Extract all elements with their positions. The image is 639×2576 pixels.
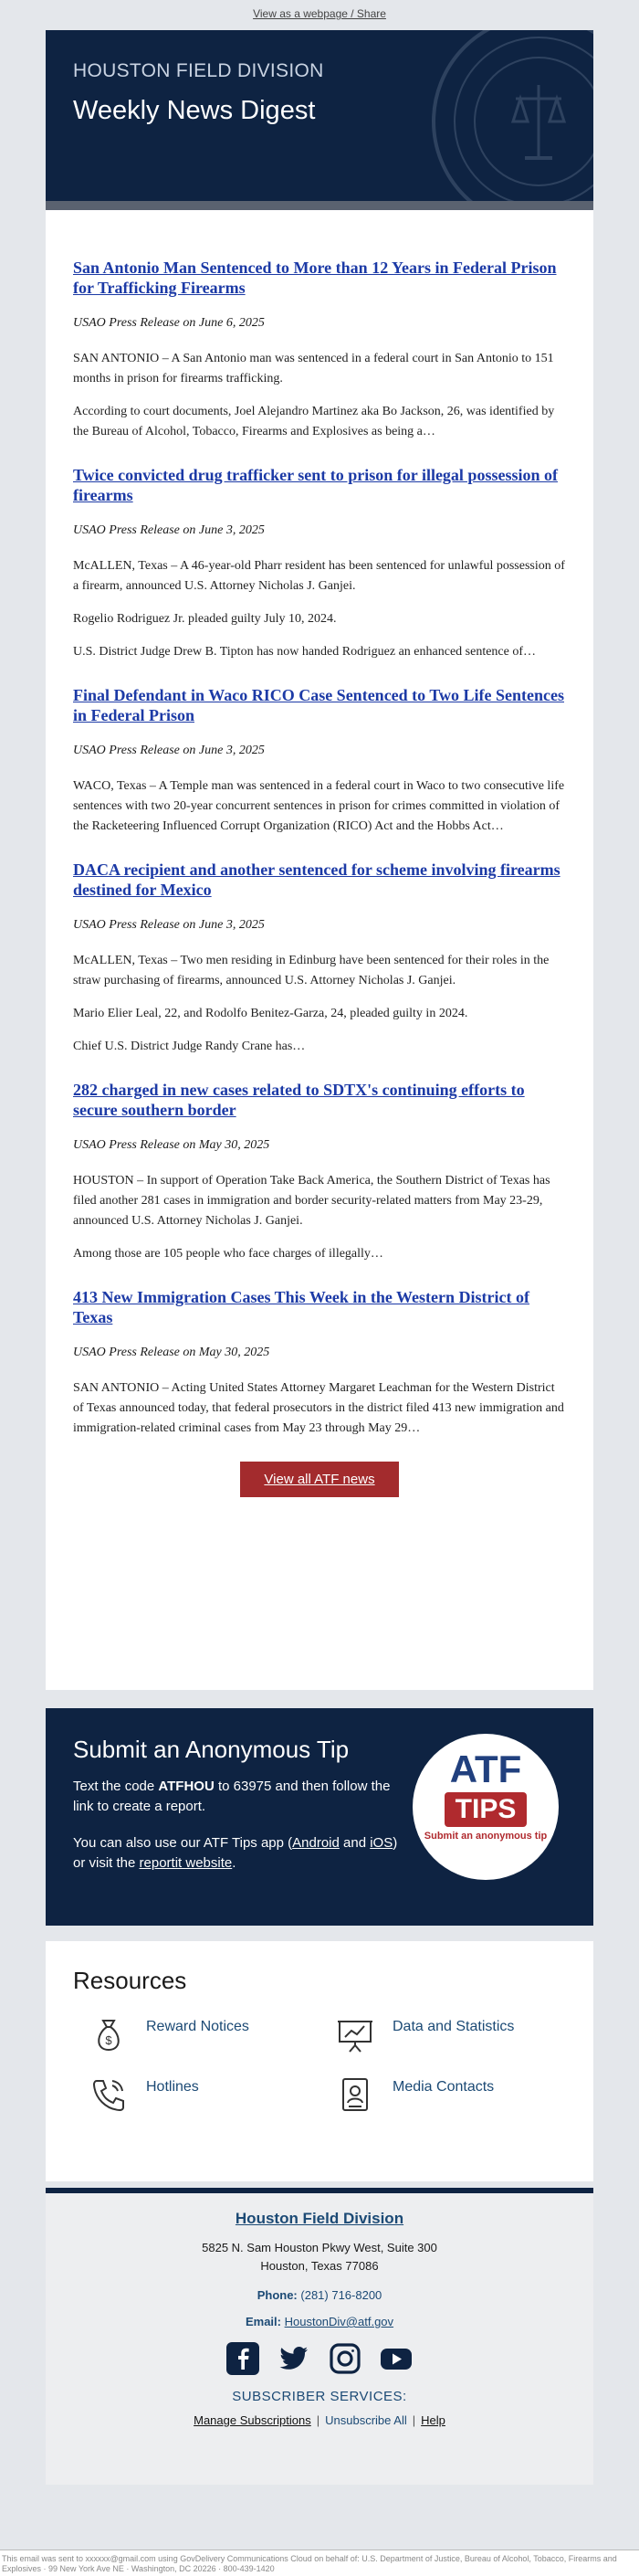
article-source: USAO Press Release on June 3, 2025: [73, 744, 265, 757]
article-paragraph: Rogelio Rodriguez Jr. pleaded guilty July 10, 2024.: [73, 612, 337, 626]
tip-text-prefix: Text the code: [73, 1779, 159, 1794]
tip-app-prefix: You can also use our ATF Tips app (: [73, 1835, 293, 1851]
social-links: [46, 2341, 593, 2376]
news-section: [46, 210, 593, 1690]
article-title: [73, 685, 566, 725]
division-name: HOUSTON FIELD DIVISION: [73, 60, 324, 81]
article: [73, 1080, 566, 1264]
footer-email: [46, 2315, 593, 2328]
article-source: USAO Press Release on May 30, 2025: [73, 1138, 270, 1152]
phone-label: Phone:: [257, 2288, 298, 2302]
tip-code: ATFHOU: [158, 1779, 215, 1794]
help-link[interactable]: Help: [421, 2413, 445, 2427]
data-statistics-link[interactable]: Data and Statistics: [393, 2019, 515, 2034]
facebook-icon[interactable]: [225, 2341, 260, 2376]
media-contacts-link[interactable]: Media Contacts: [393, 2079, 495, 2095]
article-title: [73, 465, 566, 505]
tip-text-instructions: [73, 1777, 402, 1817]
article-title: [73, 860, 566, 900]
tip-and: and: [339, 1835, 371, 1851]
link-separator: |: [412, 2413, 416, 2427]
link-separator: |: [316, 2413, 320, 2427]
top-bar: [0, 0, 639, 27]
footer-phone: [46, 2288, 593, 2302]
phone-number: (281) 716-8200: [300, 2288, 382, 2302]
article-link[interactable]: 413 New Immigration Cases This Week in the Western District of Texas: [73, 1288, 529, 1326]
tip-text-suffix: to 63975 and then follow the link to create a report.: [73, 1779, 391, 1814]
article-link[interactable]: Final Defendant in Waco RICO Case Sentenced to Two Life Sentences in Federal Prison: [73, 686, 564, 724]
logo-subtitle: Submit an anonymous tip: [424, 1831, 548, 1842]
article: [73, 258, 566, 442]
ios-link[interactable]: iOS: [370, 1835, 393, 1851]
header-banner: [46, 30, 593, 210]
android-link[interactable]: Android: [292, 1835, 340, 1851]
article-source: USAO Press Release on June 6, 2025: [73, 316, 265, 330]
tip-title: Submit an Anonymous Tip: [73, 1736, 350, 1763]
logo-tips-text: TIPS: [445, 1792, 528, 1827]
article-link[interactable]: 282 charged in new cases related to SDTX's continuing efforts to secure southern border: [73, 1081, 525, 1119]
logo-atf-text: ATF: [449, 1747, 522, 1790]
address-line-2: Houston, Texas 77086: [260, 2259, 379, 2273]
resource-item-reward-notices[interactable]: [73, 2013, 320, 2055]
article: [73, 685, 566, 837]
footer-address: [46, 2239, 593, 2275]
article-paragraph: Among those are 105 people who face charges of illegally…: [73, 1247, 383, 1261]
article-paragraph: U.S. District Judge Drew B. Tipton has now handed Rodriguez an enhanced sentence of…: [73, 645, 537, 659]
article-source: USAO Press Release on June 3, 2025: [73, 523, 265, 537]
footer-division-link[interactable]: Houston Field Division: [235, 2210, 404, 2227]
header-divider: [46, 201, 593, 210]
tip-app-mid: ) or visit the: [73, 1835, 398, 1871]
article-paragraph: McALLEN, Texas – Two men residing in Edinburg have been sentenced for their roles in the straw purchasing of firearms, announced U.S. Attorney Nicholas J. Ganjei.: [73, 954, 550, 987]
manage-subscriptions-link[interactable]: Manage Subscriptions: [194, 2413, 311, 2427]
article-paragraph: McALLEN, Texas – A 46-year-old Pharr resident has been sentenced for unlawful possession of a firearm, announced U.S. Attorney Nicholas J. Ganjei.: [73, 559, 565, 593]
article: [73, 465, 566, 662]
unsubscribe-all-link[interactable]: Unsubscribe All: [325, 2413, 407, 2427]
article-source: USAO Press Release on June 3, 2025: [73, 918, 265, 932]
article-paragraph: SAN ANTONIO – Acting United States Attorney Margaret Leachman for the Western District of Texas announced today, that federal prosecutors in the district filed 413 new immigration and immigration-related criminal cases from May 23 through May 29…: [73, 1381, 564, 1435]
article-paragraph: SAN ANTONIO – A San Antonio man was sentenced in a federal court in San Antonio to 151 months in prison for firearms trafficking.: [73, 352, 554, 385]
twitter-icon[interactable]: [277, 2341, 311, 2376]
resource-item-data-statistics[interactable]: [320, 2013, 566, 2055]
article-paragraph: HOUSTON – In support of Operation Take Back America, the Southern District of Texas has filed another 281 cases in immigration and border security-related matters from May 23-29, announced U.S. Attorney Nicholas J. Ganjei.: [73, 1174, 550, 1228]
article-paragraph: WACO, Texas – A Temple man was sentenced in a federal court in Waco to two consecutive life sentences with two 20-year concurrent sentences in prison for crimes committed in violation of the Racketeering Influenced Corrupt Organization (RICO) Act and the Hobbs Act…: [73, 779, 565, 833]
footer: [46, 2188, 593, 2485]
svg-text:$: $: [105, 2033, 112, 2047]
presentation-chart-icon: [334, 2013, 376, 2055]
article-title: [73, 1287, 566, 1327]
article-link[interactable]: Twice convicted drug trafficker sent to prison for illegal possession of firearms: [73, 466, 558, 504]
resource-item-media-contacts[interactable]: [320, 2074, 566, 2116]
reward-notices-link[interactable]: Reward Notices: [146, 2019, 249, 2034]
instagram-icon[interactable]: [328, 2341, 362, 2376]
article-title: [73, 258, 566, 298]
anonymous-tip-section: [46, 1708, 593, 1926]
seal-watermark: [429, 30, 593, 210]
resources-grid: [73, 2013, 566, 2116]
resources-section: [46, 1941, 593, 2181]
article-link[interactable]: San Antonio Man Sentenced to More than 12 Years in Federal Prison for Trafficking Firearms: [73, 259, 557, 297]
email-link[interactable]: HoustonDiv@atf.gov: [284, 2315, 394, 2328]
legal-disclaimer: This email was sent to xxxxxx@gmail.com using GovDelivery Communications Cloud on behalf of: U.S. Department of Justice, Bureau of Alcohol, Tobacco, Firearms and Explosives · 99 New York Ave NE · Washington, DC 20226 · 800-439-1420: [0, 2550, 639, 2576]
news-button-wrap: [73, 1462, 566, 1497]
tip-app-end: .: [232, 1855, 236, 1871]
money-bag-icon: [88, 2013, 130, 2055]
article-paragraph: Chief U.S. District Judge Randy Crane has…: [73, 1040, 306, 1053]
email-label: Email:: [245, 2315, 281, 2328]
youtube-icon[interactable]: [379, 2341, 414, 2376]
article-link[interactable]: DACA recipient and another sentenced for scheme involving firearms destined for Mexico: [73, 860, 560, 899]
article-title: [73, 1080, 566, 1120]
article: [73, 1287, 566, 1439]
reportit-website-link[interactable]: reportit website: [139, 1855, 233, 1871]
address-line-1: 5825 N. Sam Houston Pkwy West, Suite 300: [202, 2241, 437, 2254]
resource-item-hotlines[interactable]: [73, 2074, 320, 2116]
subscription-links: [46, 2413, 593, 2427]
atf-tips-logo[interactable]: [413, 1734, 559, 1880]
article-source: USAO Press Release on May 30, 2025: [73, 1346, 270, 1359]
phone-icon: [88, 2074, 130, 2116]
article: [73, 860, 566, 1057]
resources-title: Resources: [73, 1967, 187, 1994]
subscriber-services-label: SUBSCRIBER SERVICES:: [232, 2389, 407, 2404]
article-paragraph: According to court documents, Joel Alejandro Martinez aka Bo Jackson, 26, was identified by the Bureau of Alcohol, Tobacco, Firearms and Explosives as being a…: [73, 405, 555, 438]
newsletter-title: Weekly News Digest: [73, 96, 316, 125]
view-as-webpage-link[interactable]: View as a webpage / Share: [253, 7, 386, 20]
contact-card-icon: [334, 2074, 376, 2116]
article-paragraph: Mario Elier Leal, 22, and Rodolfo Benitez-Garza, 24, pleaded guilty in 2024.: [73, 1007, 468, 1020]
tip-app-instructions: [73, 1833, 402, 1874]
hotlines-link[interactable]: Hotlines: [146, 2079, 199, 2095]
view-all-news-button[interactable]: View all ATF news: [240, 1462, 398, 1497]
